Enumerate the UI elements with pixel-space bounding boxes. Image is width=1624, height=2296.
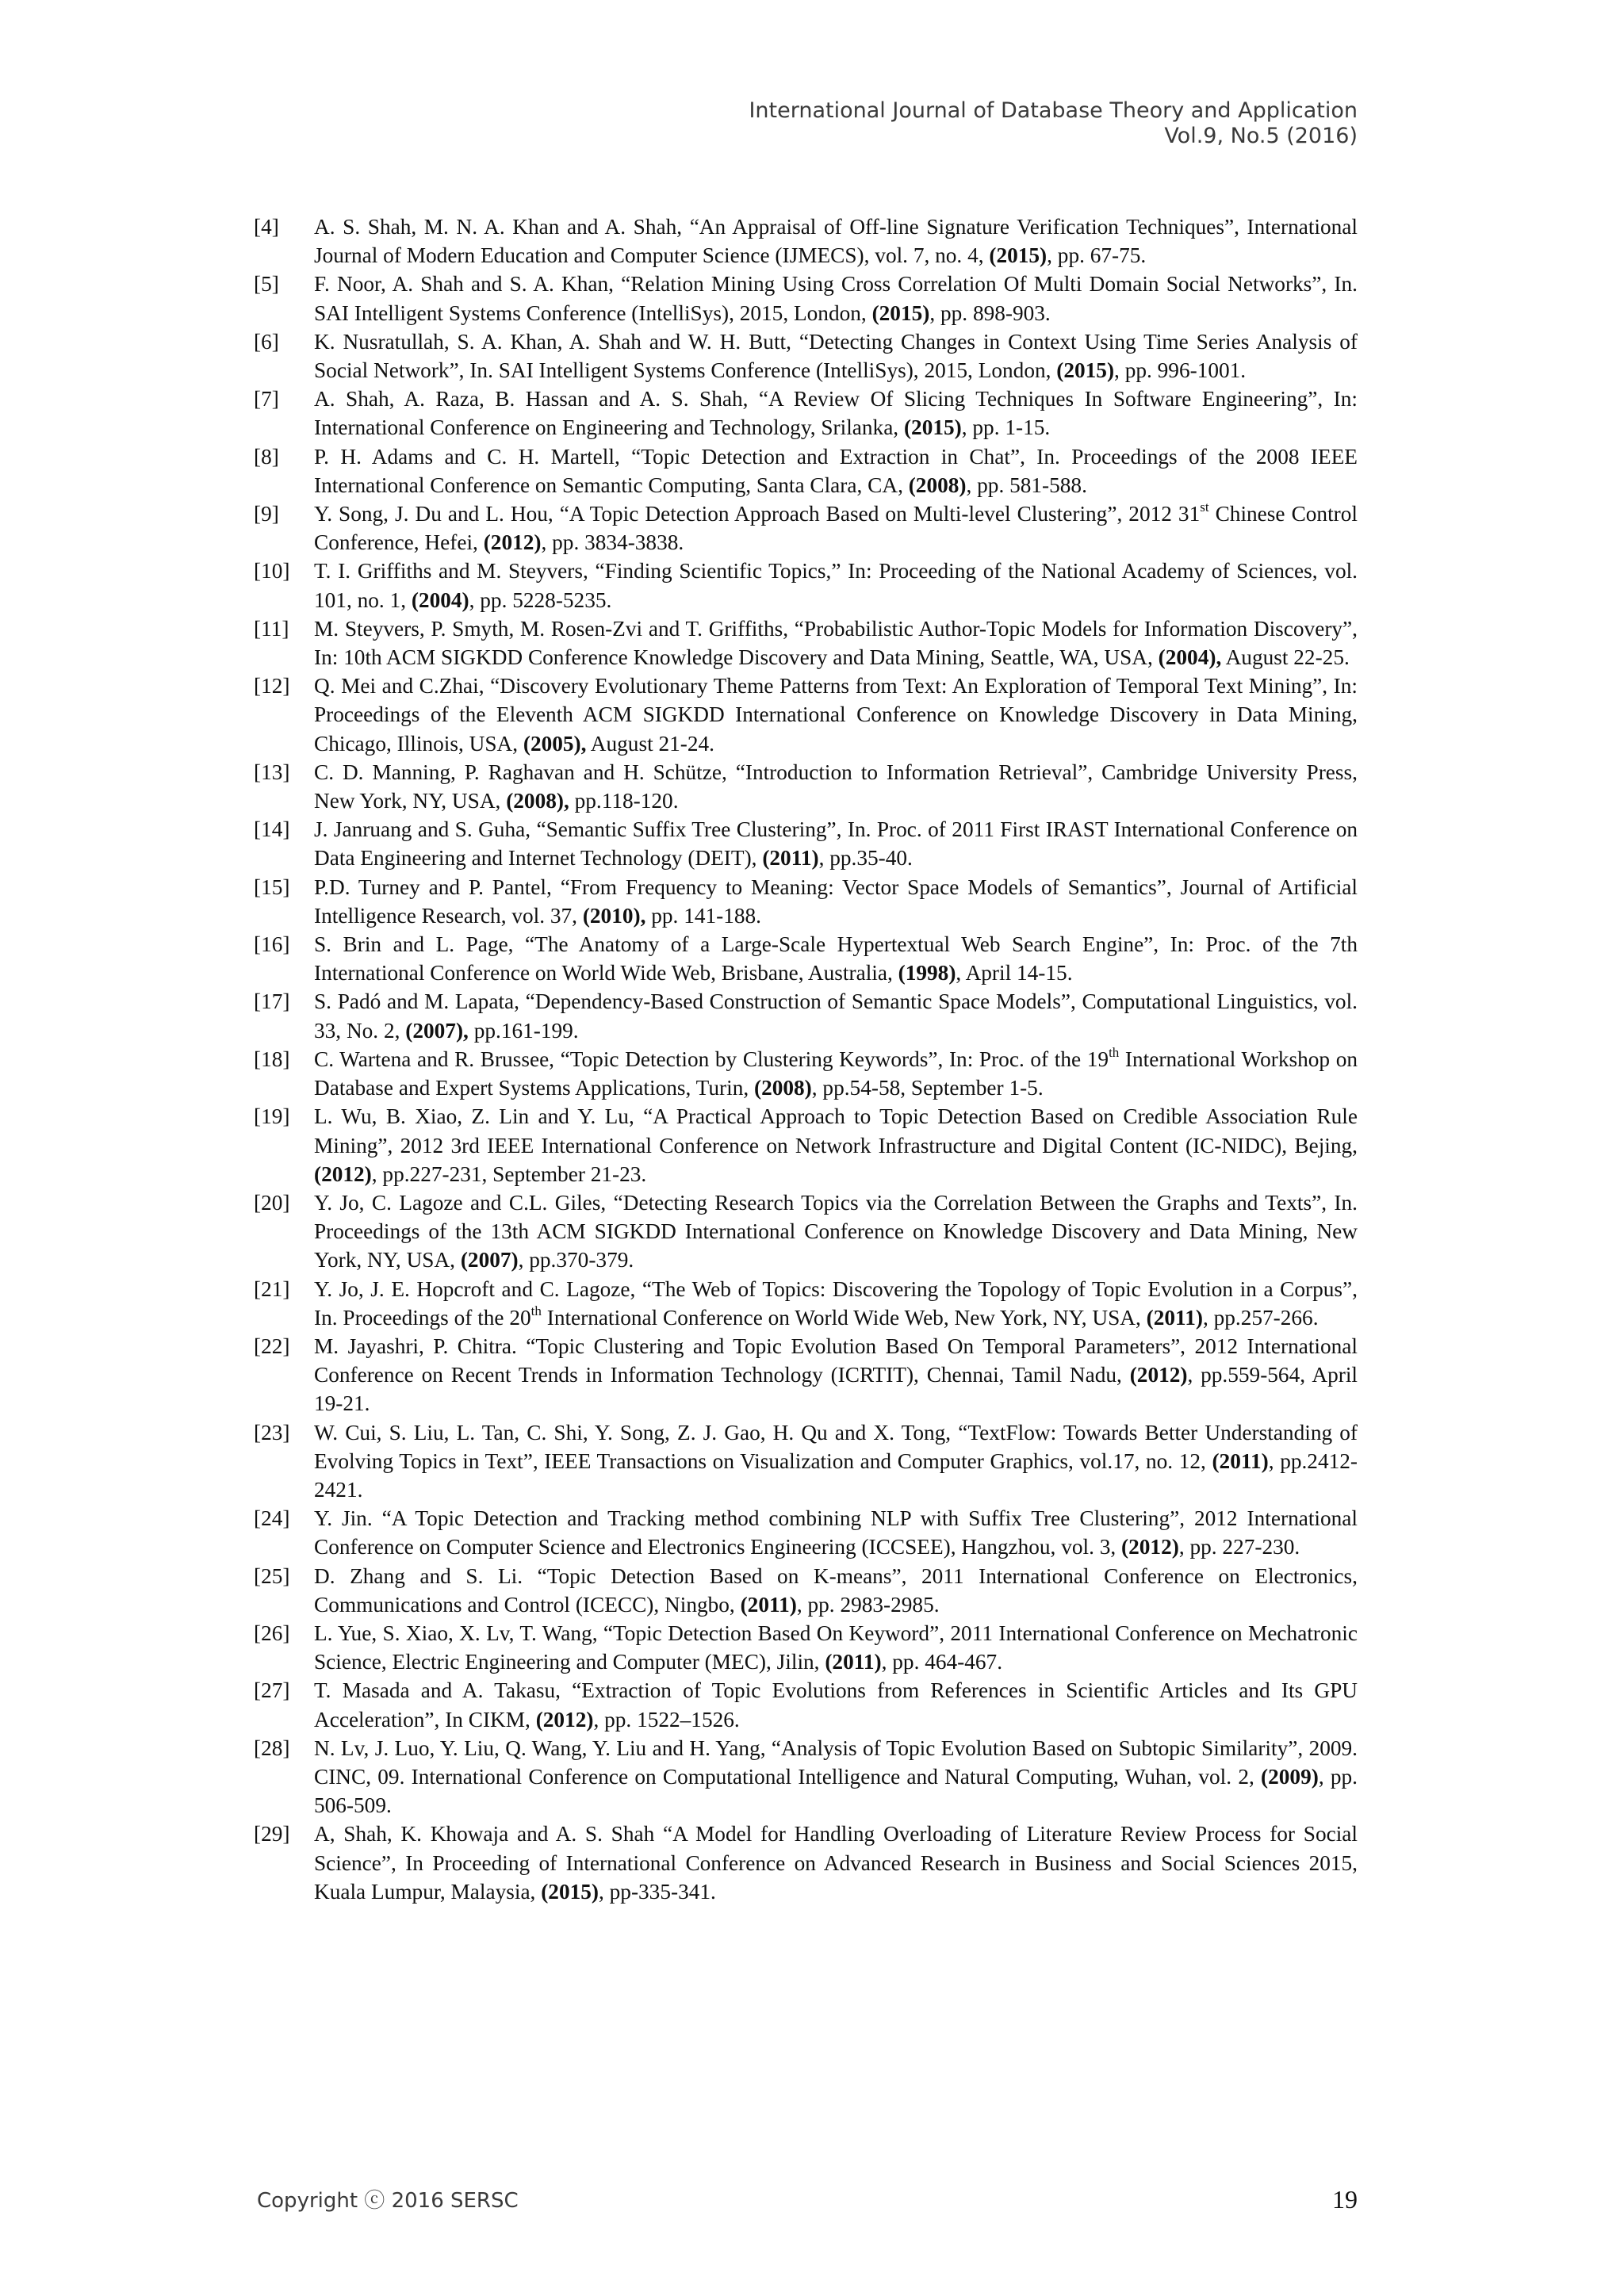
reference-segment: D. Zhang and S. Li. “Topic Detection Based on K-means”, 2011 International Conference on Electronics, Communications and Control (ICECC), Ningbo, <box>314 1563 1358 1617</box>
reference-segment: C. Wartena and R. Brussee, “Topic Detection by Clustering Keywords”, In: Proc. of the 19 <box>314 1047 1109 1071</box>
reference-text <box>314 614 1358 672</box>
reference-year: (2012) <box>1129 1363 1188 1387</box>
reference-item <box>254 672 1358 758</box>
reference-segment: August 22-25. <box>1221 645 1350 670</box>
reference-year: (2015) <box>1056 358 1115 383</box>
reference-year: (2008), <box>506 789 569 813</box>
reference-text <box>314 1504 1358 1561</box>
reference-item <box>254 327 1358 385</box>
reference-year: (2005), <box>523 731 587 756</box>
reference-year: (2015) <box>871 300 930 325</box>
reference-text <box>314 1418 1358 1505</box>
reference-segment: , pp-335-341. <box>599 1879 716 1904</box>
ordinal-suffix: th <box>530 1303 542 1318</box>
reference-item <box>254 930 1358 987</box>
reference-text <box>314 672 1358 758</box>
reference-text <box>314 758 1358 815</box>
reference-year: (2011) <box>1146 1305 1203 1330</box>
reference-number: [13] <box>254 760 290 784</box>
page-number: 19 <box>1332 2185 1358 2214</box>
reference-year: (2007), <box>405 1018 469 1043</box>
reference-segment: , April 14-15. <box>956 961 1073 985</box>
reference-item <box>254 1275 1358 1332</box>
reference-segment: P.D. Turney and P. Pantel, “From Frequency to Meaning: Vector Space Models of Semantics”, Journal of Artificial Intelligence Research, vol. 37, <box>314 874 1358 928</box>
reference-list <box>254 212 1358 1906</box>
reference-segment: pp. 141-188. <box>645 903 761 928</box>
reference-segment: , pp. 3834-3838. <box>541 530 684 555</box>
reference-item <box>254 1188 1358 1275</box>
reference-segment: M. Steyvers, P. Smyth, M. Rosen-Zvi and T. Griffiths, “Probabilistic Author-Topic Models for Information Discovery”, In: 10th ACM SIGKDD Conference Knowledge Discovery and Data Mining, Seattle, WA, USA, <box>314 616 1358 670</box>
reference-number: [16] <box>254 932 290 957</box>
reference-segment: pp.161-199. <box>468 1018 579 1043</box>
reference-text <box>314 930 1358 987</box>
reference-segment: International Workshop on Database and Expert Systems Applications, Turin, <box>314 1047 1358 1100</box>
reference-year: (2008) <box>754 1076 812 1100</box>
reference-item <box>254 758 1358 815</box>
reference-text <box>314 1332 1358 1418</box>
ordinal-suffix: st <box>1200 499 1209 515</box>
reference-item <box>254 1332 1358 1418</box>
reference-text <box>314 873 1358 930</box>
reference-year: (2007) <box>460 1248 519 1272</box>
reference-segment: L. Wu, B. Xiao, Z. Lin and Y. Lu, “A Practical Approach to Topic Detection Based on Credible Association Rule Mining”, 2012 3rd IEEE International Conference on Network Infrastructure and Digital Content (IC-NIDC), Bejing, <box>314 1104 1358 1158</box>
reference-year: (2004), <box>1158 645 1222 670</box>
reference-segment: P. H. Adams and C. H. Martell, “Topic Detection and Extraction in Chat”, In. Proceedings of the 2008 IEEE International Conference on Semantic Computing, Santa Clara, CA, <box>314 444 1358 497</box>
reference-segment: J. Janruang and S. Guha, “Semantic Suffix Tree Clustering”, In. Proc. of 2011 First IRAST International Conference on Data Engineering and Internet Technology (DEIT), <box>314 817 1358 871</box>
reference-segment: S. Padó and M. Lapata, “Dependency-Based Construction of Semantic Space Models”, Computational Linguistics, vol. 33, No. 2, <box>314 989 1358 1043</box>
reference-text <box>314 1820 1358 1906</box>
reference-segment: , pp. 5228-5235. <box>469 587 612 612</box>
reference-segment: , pp.370-379. <box>518 1248 634 1272</box>
reference-year: (2012) <box>483 530 542 555</box>
reference-year: (2011) <box>1212 1448 1269 1473</box>
reference-segment: K. Nusratullah, S. A. Khan, A. Shah and W. H. Butt, “Detecting Changes in Context Using Time Series Analysis of Social Network”, In. SAI Intelligent Systems Conference (IntelliSys), 2015, London, <box>314 329 1358 383</box>
journal-title: International Journal of Database Theory and Application <box>749 98 1358 123</box>
reference-text <box>314 557 1358 614</box>
reference-item <box>254 1734 1358 1820</box>
reference-item <box>254 815 1358 872</box>
reference-segment: L. Yue, S. Xiao, X. Lv, T. Wang, “Topic Detection Based On Keyword”, 2011 International Conference on Mechatronic Science, Electric Engineering and Computer (MEC), Jilin, <box>314 1621 1358 1674</box>
reference-segment: , pp.227-231, September 21-23. <box>371 1161 647 1186</box>
reference-number: [12] <box>254 674 290 698</box>
reference-item <box>254 1102 1358 1188</box>
reference-number: [7] <box>254 387 279 411</box>
reference-segment: August 21-24. <box>586 731 714 756</box>
reference-segment: , pp. 581-588. <box>966 473 1087 497</box>
reference-segment: M. Jayashri, P. Chitra. “Topic Clustering and Topic Evolution Based On Temporal Parameters”, 2012 International Conference on Recent Trends in Information Technology (ICRTIT), Chennai, Tamil Nadu, <box>314 1334 1358 1387</box>
reference-text <box>314 815 1358 872</box>
reference-text <box>314 212 1358 270</box>
reference-number: [15] <box>254 874 290 899</box>
reference-number: [17] <box>254 989 290 1014</box>
reference-year: (2012) <box>1121 1535 1179 1559</box>
reference-text <box>314 1619 1358 1676</box>
reference-number: [6] <box>254 329 279 354</box>
reference-segment: , pp.54-58, September 1-5. <box>811 1076 1044 1100</box>
reference-number: [8] <box>254 444 279 469</box>
ordinal-suffix: th <box>1109 1044 1120 1060</box>
reference-segment: , pp. 506-509. <box>314 1764 1358 1818</box>
reference-item <box>254 614 1358 672</box>
reference-item <box>254 270 1358 327</box>
reference-year: (2015) <box>541 1879 599 1904</box>
reference-number: [25] <box>254 1563 290 1588</box>
reference-segment: pp.118-120. <box>569 789 679 813</box>
reference-year: (2015) <box>903 415 962 440</box>
reference-text <box>314 1045 1358 1102</box>
reference-number: [26] <box>254 1621 290 1645</box>
reference-text <box>314 1562 1358 1619</box>
reference-segment: T. I. Griffiths and M. Steyvers, “Finding Scientific Topics,” In: Proceeding of the National Academy of Sciences, vol. 101, no. 1, <box>314 559 1358 612</box>
reference-year: (2011) <box>740 1592 797 1617</box>
reference-item <box>254 873 1358 930</box>
reference-segment: , pp. 898-903. <box>929 300 1051 325</box>
reference-segment: , pp. 2983-2985. <box>796 1592 940 1617</box>
reference-segment: T. Masada and A. Takasu, “Extraction of Topic Evolutions from References in Scientific Articles and Its GPU Acceleration”, In CIKM, <box>314 1678 1358 1732</box>
reference-item <box>254 1504 1358 1561</box>
reference-year: (2004) <box>411 587 469 612</box>
reference-segment: , pp.559-564, April 19-21. <box>314 1363 1358 1416</box>
reference-segment: Y. Jin. “A Topic Detection and Tracking method combining NLP with Suffix Tree Clustering”, 2012 International Conference on Computer Science and Electronics Engineering (ICCSEE), Hangzhou, vol. 3, <box>314 1506 1358 1559</box>
reference-year: (2012) <box>314 1161 372 1186</box>
copyright-notice: Copyright ⓒ 2016 SERSC <box>257 2189 519 2213</box>
reference-number: [11] <box>254 616 289 641</box>
reference-number: [18] <box>254 1047 290 1071</box>
reference-segment: , pp.2412-2421. <box>314 1448 1358 1502</box>
reference-number: [27] <box>254 1678 290 1703</box>
reference-segment: N. Lv, J. Luo, Y. Liu, Q. Wang, Y. Liu and H. Yang, “Analysis of Topic Evolution Based on Subtopic Similarity”, 2009. CINC, 09. International Conference on Computational Intelligence and Natural Computing, Wuhan, vol. 2, <box>314 1735 1358 1789</box>
reference-text <box>314 1676 1358 1733</box>
reference-number: [5] <box>254 272 279 297</box>
reference-number: [24] <box>254 1506 290 1531</box>
reference-number: [4] <box>254 215 279 239</box>
reference-year: (2011) <box>762 846 819 871</box>
journal-volume: Vol.9, No.5 (2016) <box>1164 124 1358 148</box>
reference-text <box>314 987 1358 1044</box>
reference-number: [14] <box>254 817 290 842</box>
reference-year: (2012) <box>535 1707 594 1732</box>
reference-segment: , pp. 996-1001. <box>1114 358 1247 383</box>
reference-segment: International Conference on World Wide Web, New York, NY, USA, <box>541 1305 1147 1330</box>
reference-segment: A, Shah, K. Khowaja and A. S. Shah “A Model for Handling Overloading of Literature Review Process for Social Science”, In Proceeding of International Conference on Advanced Research in Business and Social Sciences 2015, Kuala Lumpur, Malaysia, <box>314 1822 1358 1904</box>
running-head <box>749 98 1358 149</box>
reference-segment: , pp. 1-15. <box>961 415 1051 440</box>
reference-item <box>254 499 1358 557</box>
reference-number: [10] <box>254 559 290 584</box>
reference-text <box>314 1102 1358 1188</box>
reference-year: (2009) <box>1261 1764 1319 1789</box>
reference-segment: A. Shah, A. Raza, B. Hassan and A. S. Shah, “A Review Of Slicing Techniques In Software Engineering”, In: International Conference on Engineering and Technology, Srilanka, <box>314 387 1358 440</box>
reference-text <box>314 442 1358 499</box>
reference-text <box>314 385 1358 442</box>
reference-item <box>254 1676 1358 1733</box>
reference-item <box>254 1619 1358 1676</box>
reference-text <box>314 270 1358 327</box>
reference-number: [29] <box>254 1822 290 1846</box>
reference-segment: , pp.257-266. <box>1202 1305 1319 1330</box>
reference-segment: Q. Mei and C.Zhai, “Discovery Evolutionary Theme Patterns from Text: An Exploration of Temporal Text Mining”, In: Proceedings of the Eleventh ACM SIGKDD International Conference on Knowledge Discovery in Data Mining, Chicago, Illinois, USA, <box>314 674 1358 756</box>
reference-item <box>254 557 1358 614</box>
reference-number: [22] <box>254 1334 290 1358</box>
reference-year: (1998) <box>898 961 956 985</box>
reference-segment: , pp. 67-75. <box>1047 243 1147 268</box>
reference-text <box>314 1734 1358 1820</box>
reference-segment: , pp. 227-230. <box>1178 1535 1300 1559</box>
reference-item <box>254 212 1358 270</box>
reference-number: [20] <box>254 1190 290 1215</box>
reference-segment: , pp. 1522–1526. <box>593 1707 740 1732</box>
reference-segment: W. Cui, S. Liu, L. Tan, C. Shi, Y. Song, Z. J. Gao, H. Qu and X. Tong, “TextFlow: Towards Better Understanding of Evolving Topics in Text”, IEEE Transactions on Visualization and Computer Graphics, vol.17, no. 12, <box>314 1420 1358 1473</box>
reference-number: [28] <box>254 1735 290 1760</box>
reference-item <box>254 385 1358 442</box>
reference-text <box>314 1188 1358 1275</box>
reference-year: (2008) <box>908 473 967 497</box>
reference-item <box>254 987 1358 1044</box>
reference-segment: Y. Jo, J. E. Hopcroft and C. Lagoze, “The Web of Topics: Discovering the Topology of Topic Evolution in a Corpus”, In. Proceedings of the 20 <box>314 1276 1358 1330</box>
reference-segment: S. Brin and L. Page, “The Anatomy of a Large-Scale Hypertextual Web Search Engine”, In: Proc. of the 7th International Conference on World Wide Web, Brisbane, Australia, <box>314 932 1358 985</box>
reference-item <box>254 1820 1358 1906</box>
reference-year: (2010), <box>582 903 646 928</box>
reference-item <box>254 1562 1358 1619</box>
reference-text <box>314 499 1358 557</box>
reference-item <box>254 1418 1358 1505</box>
reference-segment: Y. Jo, C. Lagoze and C.L. Giles, “Detecting Research Topics via the Correlation Between the Graphs and Texts”, In. Proceedings of the 13th ACM SIGKDD International Conference on Knowledge Discovery and Data Mining, New York, NY, USA, <box>314 1190 1358 1272</box>
reference-segment: , pp. 464-467. <box>881 1650 1003 1674</box>
reference-text <box>314 1275 1358 1332</box>
reference-year: (2011) <box>825 1650 882 1674</box>
reference-number: [9] <box>254 502 279 526</box>
reference-segment: A. S. Shah, M. N. A. Khan and A. Shah, “An Appraisal of Off-line Signature Verification Techniques”, International Journal of Modern Education and Computer Science (IJMECS), vol. 7, no. 4, <box>314 215 1358 268</box>
reference-item <box>254 442 1358 499</box>
reference-segment: , pp.35-40. <box>818 846 913 871</box>
reference-number: [21] <box>254 1276 290 1301</box>
reference-segment: Chinese Control Conference, Hefei, <box>314 502 1358 555</box>
reference-number: [19] <box>254 1104 290 1129</box>
reference-text <box>314 327 1358 385</box>
reference-segment: F. Noor, A. Shah and S. A. Khan, “Relation Mining Using Cross Correlation Of Multi Domain Social Networks”, In. SAI Intelligent Systems Conference (IntelliSys), 2015, London, <box>314 272 1358 325</box>
reference-number: [23] <box>254 1420 290 1445</box>
reference-item <box>254 1045 1358 1102</box>
reference-segment: Y. Song, J. Du and L. Hou, “A Topic Detection Approach Based on Multi-level Clustering”, 2012 31 <box>314 502 1201 526</box>
reference-year: (2015) <box>989 243 1048 268</box>
reference-segment: C. D. Manning, P. Raghavan and H. Schütze, “Introduction to Information Retrieval”, Cambridge University Press, New York, NY, USA, <box>314 760 1358 813</box>
